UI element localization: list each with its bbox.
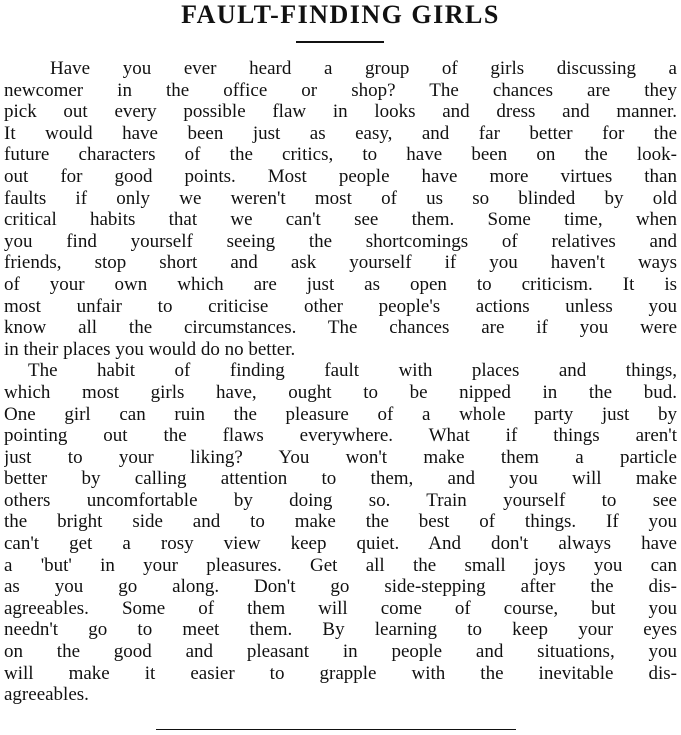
body-line: newcomer in the office or shop? The chances are they [4,79,677,101]
body-line: know all the circumstances. The chances are if you were [4,317,677,339]
body-line: of your own which are just as open to criticism. It is [4,273,677,295]
body-line: agreeables. Some of them will come of course, but you [4,597,677,619]
body-line: you find yourself seeing the shortcomings of relatives and [4,230,677,252]
body-line: needn't go to meet them. By learning to keep your eyes [4,619,677,641]
body-line: just to your liking? You won't make them a particle [4,446,677,468]
body-line: The habit of finding fault with places and things, [28,360,677,382]
article-body [4,58,677,706]
end-rule [156,729,516,730]
body-line: as you go along. Don't go side-stepping after the dis- [4,576,677,598]
body-line: on the good and pleasant in people and situations, you [4,641,677,663]
body-line: agreeables. [4,684,89,706]
body-line: critical habits that we can't see them. Some time, when [4,209,677,231]
body-line: in their places you would do no better. [4,338,296,360]
body-line: which most girls have, ought to be nipped in the bud. [4,381,677,403]
body-line: faults if only we weren't most of us so blinded by old [4,187,677,209]
body-line: It would have been just as easy, and far better for the [4,122,677,144]
body-line: Have you ever heard a group of girls discussing a [50,58,677,79]
body-line: will make it easier to grapple with the inevitable dis- [4,662,677,684]
body-line: can't get a rosy view keep quiet. And don't always have [4,533,677,555]
article-headline: FAULT-FINDING GIRLS [181,0,500,29]
body-line: a 'but' in your pleasures. Get all the small joys you can [4,554,677,576]
body-line: future characters of the critics, to have been on the look- [4,144,677,166]
body-line: the bright side and to make the best of things. If you [4,511,677,533]
body-line: One girl can ruin the pleasure of a whole party just by [4,403,677,425]
body-line: better by calling attention to them, and you will make [4,468,677,490]
body-line: others uncomfortable by doing so. Train yourself to see [4,489,677,511]
body-line: out for good points. Most people have more virtues than [4,165,677,187]
body-line: most unfair to criticise other people's actions unless you [4,295,677,317]
body-line: pointing out the flaws everywhere. What if things aren't [4,425,677,447]
headline-rule [296,41,384,43]
body-line: pick out every possible flaw in looks and dress and manner. [4,101,677,123]
body-line: friends, stop short and ask yourself if you haven't ways [4,252,677,274]
